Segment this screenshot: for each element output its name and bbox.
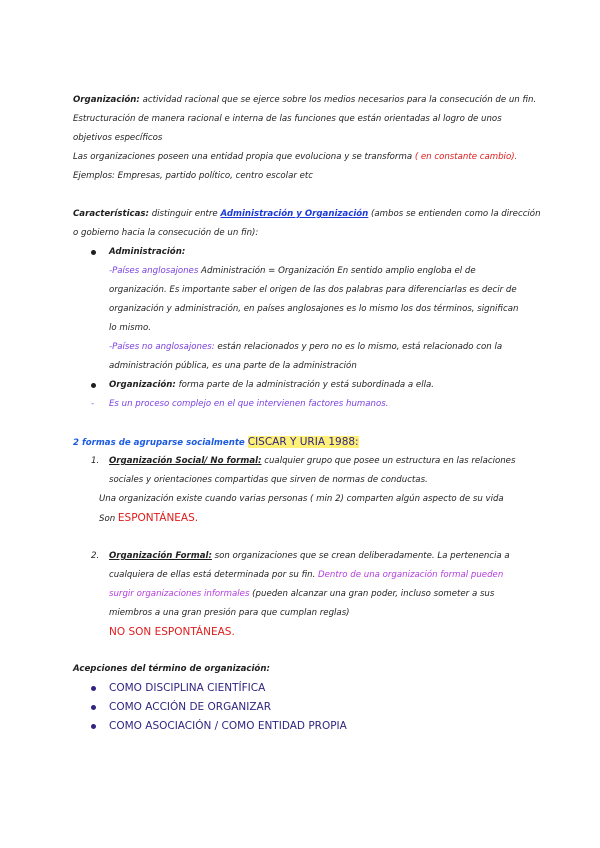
administration-bullet [109,246,185,258]
nonanglo-line-1 [109,341,502,353]
meanings-heading [73,663,270,675]
anglo-line-3: organización y administración, en países anglosajones es lo mismo los dos términos, significan [109,304,519,314]
administration-organization-link[interactable]: Administración y Organización [220,209,369,219]
anglo-line-1 [109,265,476,277]
forms-heading-text: 2 formas de agruparse socialmente [73,438,248,448]
forms-heading [73,436,359,449]
item-2-number: 2. [91,551,100,561]
complex-process-line: Es un proceso complejo en el que intervienen factores humanos. [109,399,389,409]
definition-line-1 [73,94,536,106]
definition-line-4-text: Las organizaciones poseen una entidad propia que evoluciona y se transforma [73,152,415,162]
characteristics-rest-1: (ambos se entienden como la dirección [368,209,541,219]
bullet-icon [91,705,96,710]
definition-line-4 [73,151,517,163]
meaning-item-2: COMO ACCIÓN DE ORGANIZAR [109,701,272,713]
meaning-item-1: COMO DISCIPLINA CIENTÍFICA [109,682,266,694]
item-2-line-3 [109,588,494,600]
organization-title: Organización: [109,380,176,390]
anglo-line-4: lo mismo. [109,323,151,333]
definition-term: Organización: [73,95,140,105]
constant-change-note: ( en constante cambio). [414,152,518,162]
organization-bullet [109,379,434,391]
item-2-line-1 [109,550,510,562]
administration-title: Administración: [109,247,186,257]
nonanglo-label: -Países no anglosajones: [109,342,215,352]
nonanglo-text-1: están relacionados y pero no es lo mismo, está relacionado con la [214,342,503,352]
item-2-line-2 [109,569,503,581]
nonanglo-line-2: administración pública, es una parte de la administración [109,361,357,371]
characteristics-label: Características: [73,209,149,219]
anglo-line-2: organización. Es importante saber el origen de las dos palabras para diferenciarlas es decir de [109,285,517,295]
examples-line: Ejemplos: Empresas, partido político, centro escolar etc [73,171,313,181]
bullet-icon [91,686,96,691]
item-2-line-4: miembros a una gran presión para que cumplan reglas) [109,608,350,618]
item-1-son: Son [99,514,118,524]
characteristics-line-2: o gobierno hacia la consecución de un fin): [73,228,259,238]
item-2-title: Organización Formal: [109,551,212,561]
definition-line-2: Estructuración de manera racional e interna de las funciones que están orientadas al logro de unos [73,114,502,124]
bullet-icon [91,724,96,729]
item-2-text-2: cualquiera de ellas está determinada por su fin. [109,570,319,580]
dash-marker: - [91,399,95,409]
meaning-item-3: COMO ASOCIACIÓN / COMO ENTIDAD PROPIA [109,720,347,732]
not-spontaneous-label: NO SON ESPONTÁNEAS. [109,626,235,638]
item-2-text-1: son organizaciones que se crean deliberadamente. La pertenencia a [211,551,510,561]
characteristics-line-1 [73,208,541,220]
anglo-text-1: Administración = Organización En sentido amplio engloba el de [198,266,476,276]
item-1-line-3: Una organización existe cuando varias personas ( min 2) comparten algún aspecto de su vida [99,494,504,504]
bullet-icon [91,250,96,255]
item-1-son-line [99,512,198,525]
item-1-text-1: cualquier grupo que posee un estructura en las relaciones [261,456,516,466]
item-2-highlight-1: Dentro de una organización formal pueden [318,570,504,580]
spontaneous-label: ESPONTÁNEAS. [117,512,199,524]
definition-text: actividad racional que se ejerce sobre los medios necesarios para la consecución de un fin. [139,95,537,105]
characteristics-intro: distinguir entre [148,209,221,219]
organization-text: forma parte de la administración y está subordinada a ella. [175,380,434,390]
forms-heading-highlight: CISCAR Y URIA 1988: [247,436,359,448]
anglo-label: -Países anglosajones [109,266,199,276]
definition-line-3: objetivos específicos [73,133,163,143]
item-1-line-1 [109,455,515,467]
item-1-line-2: sociales y orientaciones compartidas que sirven de normas de conductas. [109,475,428,485]
item-2-text-3: (pueden alcanzar una gran poder, incluso someter a sus [249,589,495,599]
bullet-icon [91,383,96,388]
item-1-title: Organización Social/ No formal: [109,456,262,466]
item-2-highlight-2: surgir organizaciones informales [109,589,250,599]
meanings-heading-text: Acepciones del término de organización: [73,664,270,674]
item-1-number: 1. [91,456,100,466]
